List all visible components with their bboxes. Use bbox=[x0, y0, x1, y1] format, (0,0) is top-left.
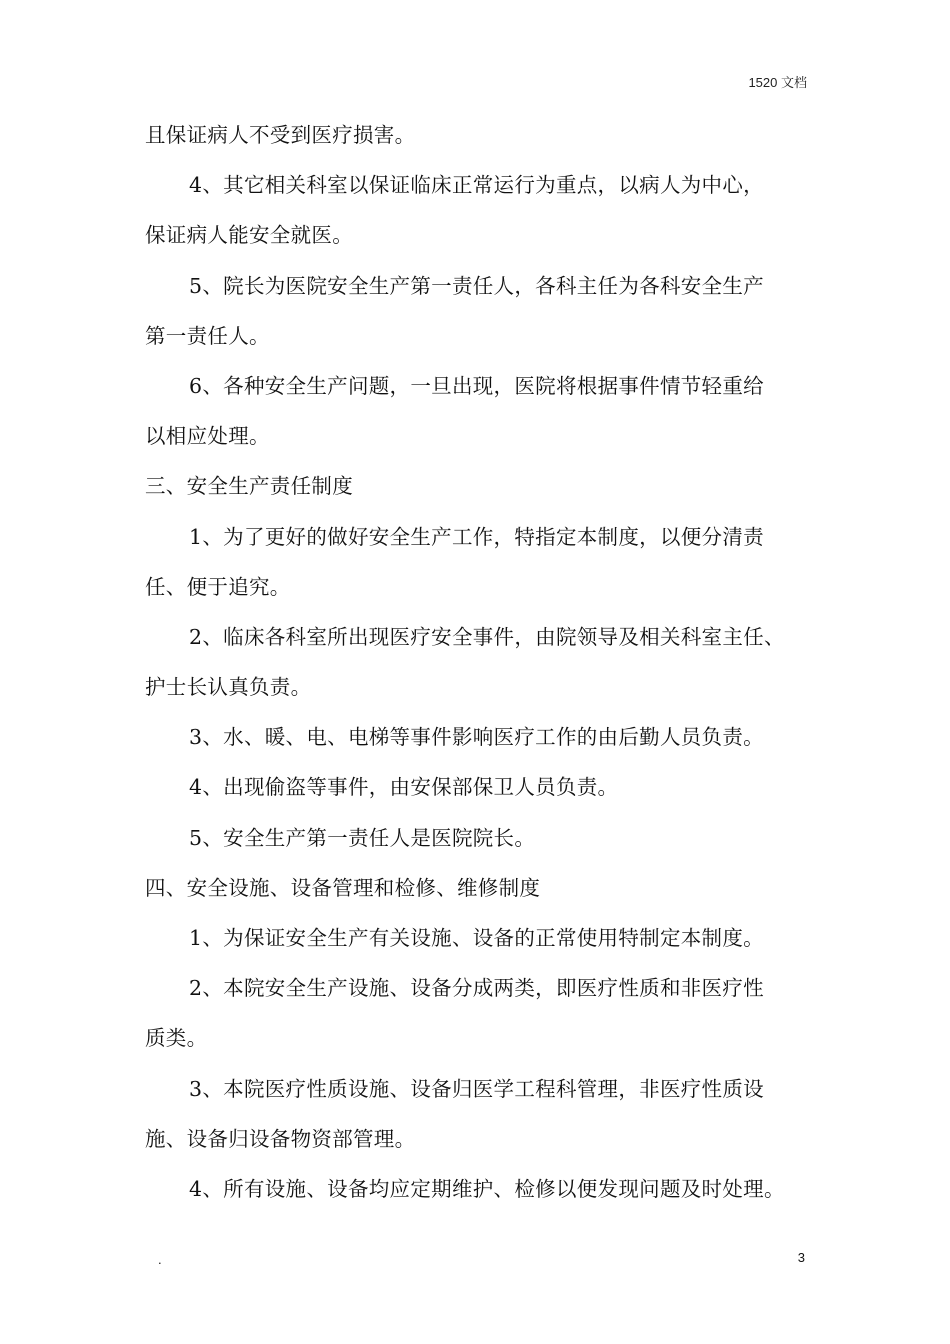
text-line: 3、本院医疗性质设施、设备归医学工程科管理，非医疗性质设 bbox=[189, 1076, 764, 1101]
text-line: 5、院长为医院安全生产第一责任人，各科主任为各科安全生产 bbox=[189, 273, 764, 298]
text-line: 施、设备归设备物资部管理。 bbox=[145, 1126, 416, 1151]
text-line: 2、本院安全生产设施、设备分成两类，即医疗性质和非医疗性 bbox=[189, 976, 764, 1001]
text-line: 4、所有设施、设备均应定期维护、检修以便发现问题及时处理。 bbox=[189, 1176, 785, 1201]
document-body bbox=[145, 110, 810, 1214]
text-line: 2、临床各科室所出现医疗安全事件，由院领导及相关科室主任、 bbox=[189, 624, 785, 649]
text-line: 4、其它相关科室以保证临床正常运行为重点，以病人为中心， bbox=[189, 173, 764, 198]
header-label: 1520 文档 bbox=[748, 75, 807, 90]
footer-dot: . bbox=[158, 1252, 162, 1267]
text-line: 任、便于追究。 bbox=[145, 574, 291, 599]
text-line: 3、水、暖、电、电梯等事件影响医疗工作的由后勤人员负责。 bbox=[189, 725, 764, 750]
text-line: 5、安全生产第一责任人是医院院长。 bbox=[189, 825, 536, 850]
text-line: 以相应处理。 bbox=[145, 424, 270, 449]
text-line: 6、各种安全生产问题，一旦出现，医院将根据事件情节轻重给 bbox=[189, 373, 764, 398]
text-line: 且保证病人不受到医疗损害。 bbox=[145, 123, 416, 147]
text-line: 第一责任人。 bbox=[145, 323, 270, 348]
text-line: 三、安全生产责任制度 bbox=[145, 474, 353, 499]
text-line: 4、出现偷盗等事件，由安保部保卫人员负责。 bbox=[189, 775, 619, 800]
text-line: 1、为了更好的做好安全生产工作，特指定本制度，以便分清责 bbox=[189, 524, 764, 549]
text-line: 护士长认真负责。 bbox=[145, 675, 312, 700]
page-number: 3 bbox=[797, 1250, 805, 1265]
text-line: 质类。 bbox=[145, 1026, 208, 1051]
text-line: 1、为保证安全生产有关设施、设备的正常使用特制定本制度。 bbox=[189, 926, 764, 950]
text-line: 四、安全设施、设备管理和检修、维修制度 bbox=[145, 875, 541, 900]
text-line: 保证病人能安全就医。 bbox=[145, 223, 353, 248]
